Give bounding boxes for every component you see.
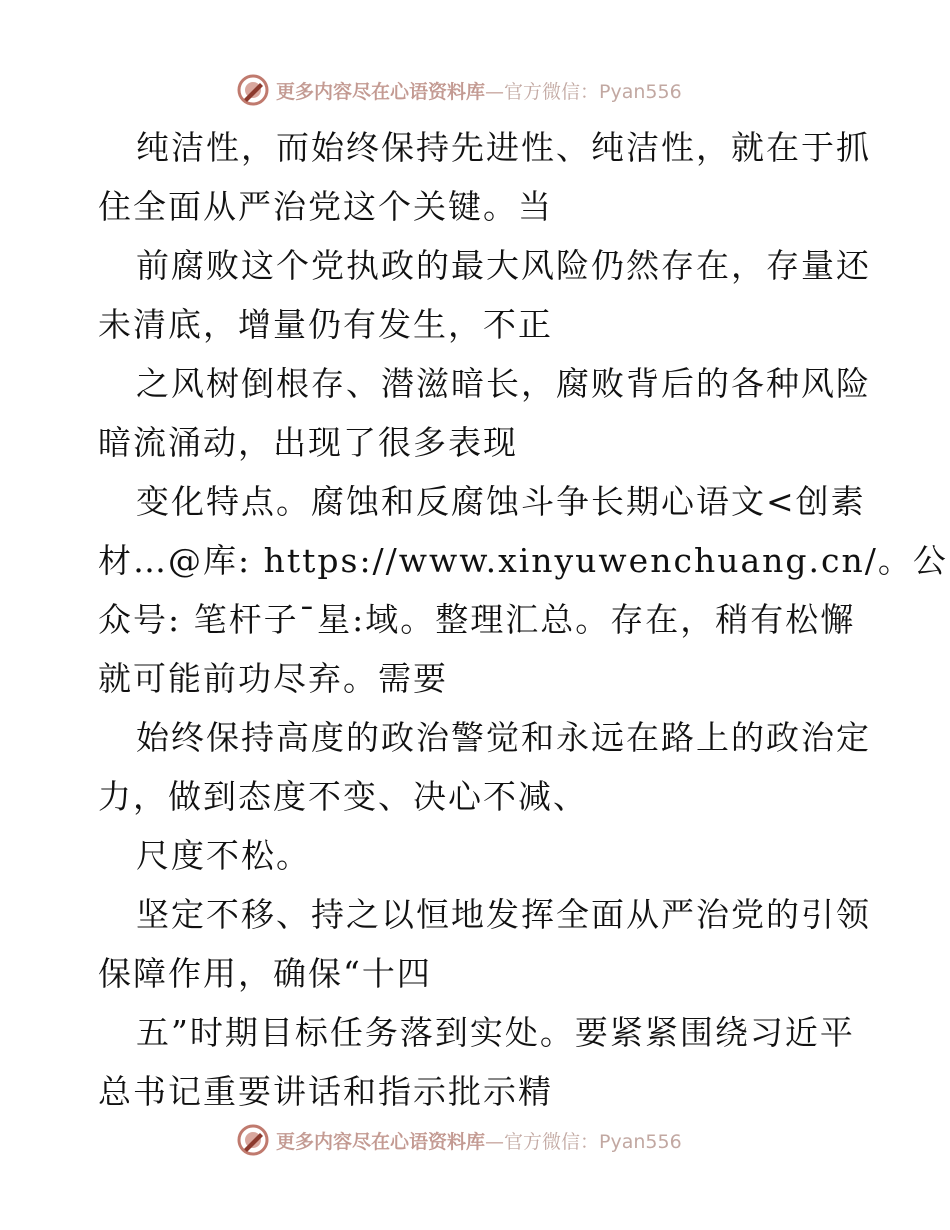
pen-logo-icon [236, 1123, 270, 1157]
text-line: 保障作用，确保“十四 [98, 954, 432, 993]
text-line: 未清底，增量仍有发生，不正 [98, 305, 553, 344]
text-line: 众号: 笔杆子¯星:域。整理汇总。存在，稍有松懈 [98, 600, 856, 639]
watermark-separator: — [485, 80, 505, 103]
footer-watermark [236, 1122, 756, 1158]
text-line: 总书记重要讲话和指示批示精 [98, 1072, 553, 1111]
text-line: 住全面从严治党这个关键。当 [98, 187, 553, 226]
watermark-main: 更多内容尽在心语资料库 [276, 1130, 486, 1153]
text-line: 材…@库: https://www.xinyuwenchuang.cn/。公 [98, 541, 948, 580]
watermark-text [276, 1127, 682, 1154]
watermark-sub: 官方微信：Pyan556 [504, 1130, 682, 1153]
text-line: 始终保持高度的政治警觉和永远在路上的政治定 [136, 718, 871, 757]
watermark-main: 更多内容尽在心语资料库 [276, 80, 486, 103]
document-body [98, 118, 948, 1121]
text-line: 前腐败这个党执政的最大风险仍然存在，存量还 [136, 246, 871, 285]
text-line: 就可能前功尽弃。需要 [98, 659, 448, 698]
pen-logo-icon [236, 73, 270, 107]
text-line: 变化特点。腐蚀和反腐蚀斗争长期心语文<创素 [136, 482, 866, 521]
text-line: 力，做到态度不变、决心不减、 [98, 777, 588, 816]
text-line: 之风树倒根存、潜滋暗长，腐败背后的各种风险 [136, 364, 871, 403]
text-line: 五”时期目标任务落到实处。要紧紧围绕习近平 [136, 1013, 855, 1052]
watermark-sub: 官方微信：Pyan556 [504, 80, 682, 103]
text-line: 纯洁性，而始终保持先进性、纯洁性，就在于抓 [136, 128, 871, 167]
watermark-text [276, 77, 682, 104]
text-line: 暗流涌动，出现了很多表现 [98, 423, 518, 462]
watermark-separator: — [485, 1130, 505, 1153]
header-watermark [236, 72, 756, 108]
text-line: 尺度不松。 [136, 836, 311, 875]
text-line: 坚定不移、持之以恒地发挥全面从严治党的引领 [136, 895, 871, 934]
